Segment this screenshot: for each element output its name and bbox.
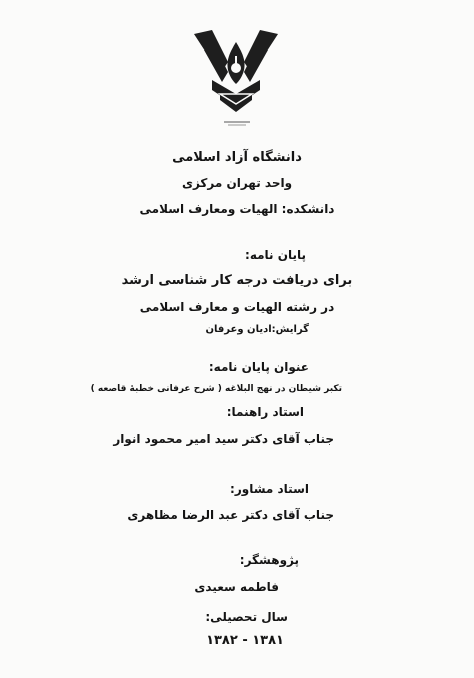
supervisor-heading: استاد راهنما: [226,405,304,419]
researcher-name: فاطمه سعیدی [194,580,279,594]
academic-year-value: ۱۳۸۲ - ۱۳۸۱ [206,633,284,648]
university-name: دانشگاه آزاد اسلامی [172,150,302,165]
supervisor-name: جناب آقای دکتر سید امیر محمود انوار [113,432,334,446]
advisor-heading: استاد مشاور: [230,482,309,496]
thesis-heading: پایان نامه: [245,248,306,262]
thesis-field: در رشته الهیات و معارف اسلامی [139,300,335,314]
thesis-title: تکبر شیطان در نهج البلاغه ( شرح عرفانی خطبهٔ قاصعه ) [90,384,342,394]
thesis-specialization: گرایش:ادیان وعرفان [205,324,309,335]
faculty-name: دانشکده: الهیات ومعارف اسلامی [139,202,335,216]
researcher-heading: پژوهشگر: [239,553,299,567]
academic-year-heading: سال تحصیلی: [205,610,288,624]
thesis-purpose: برای دریافت درجه کار شناسی ارشد [121,273,353,288]
branch-name: واحد تهران مرکزی [181,176,293,190]
azad-university-emblem-icon [190,28,282,128]
title-heading: عنوان پایان نامه: [208,360,309,374]
advisor-name: جناب آقای دکتر عبد الرضا مظاهری [127,508,334,522]
